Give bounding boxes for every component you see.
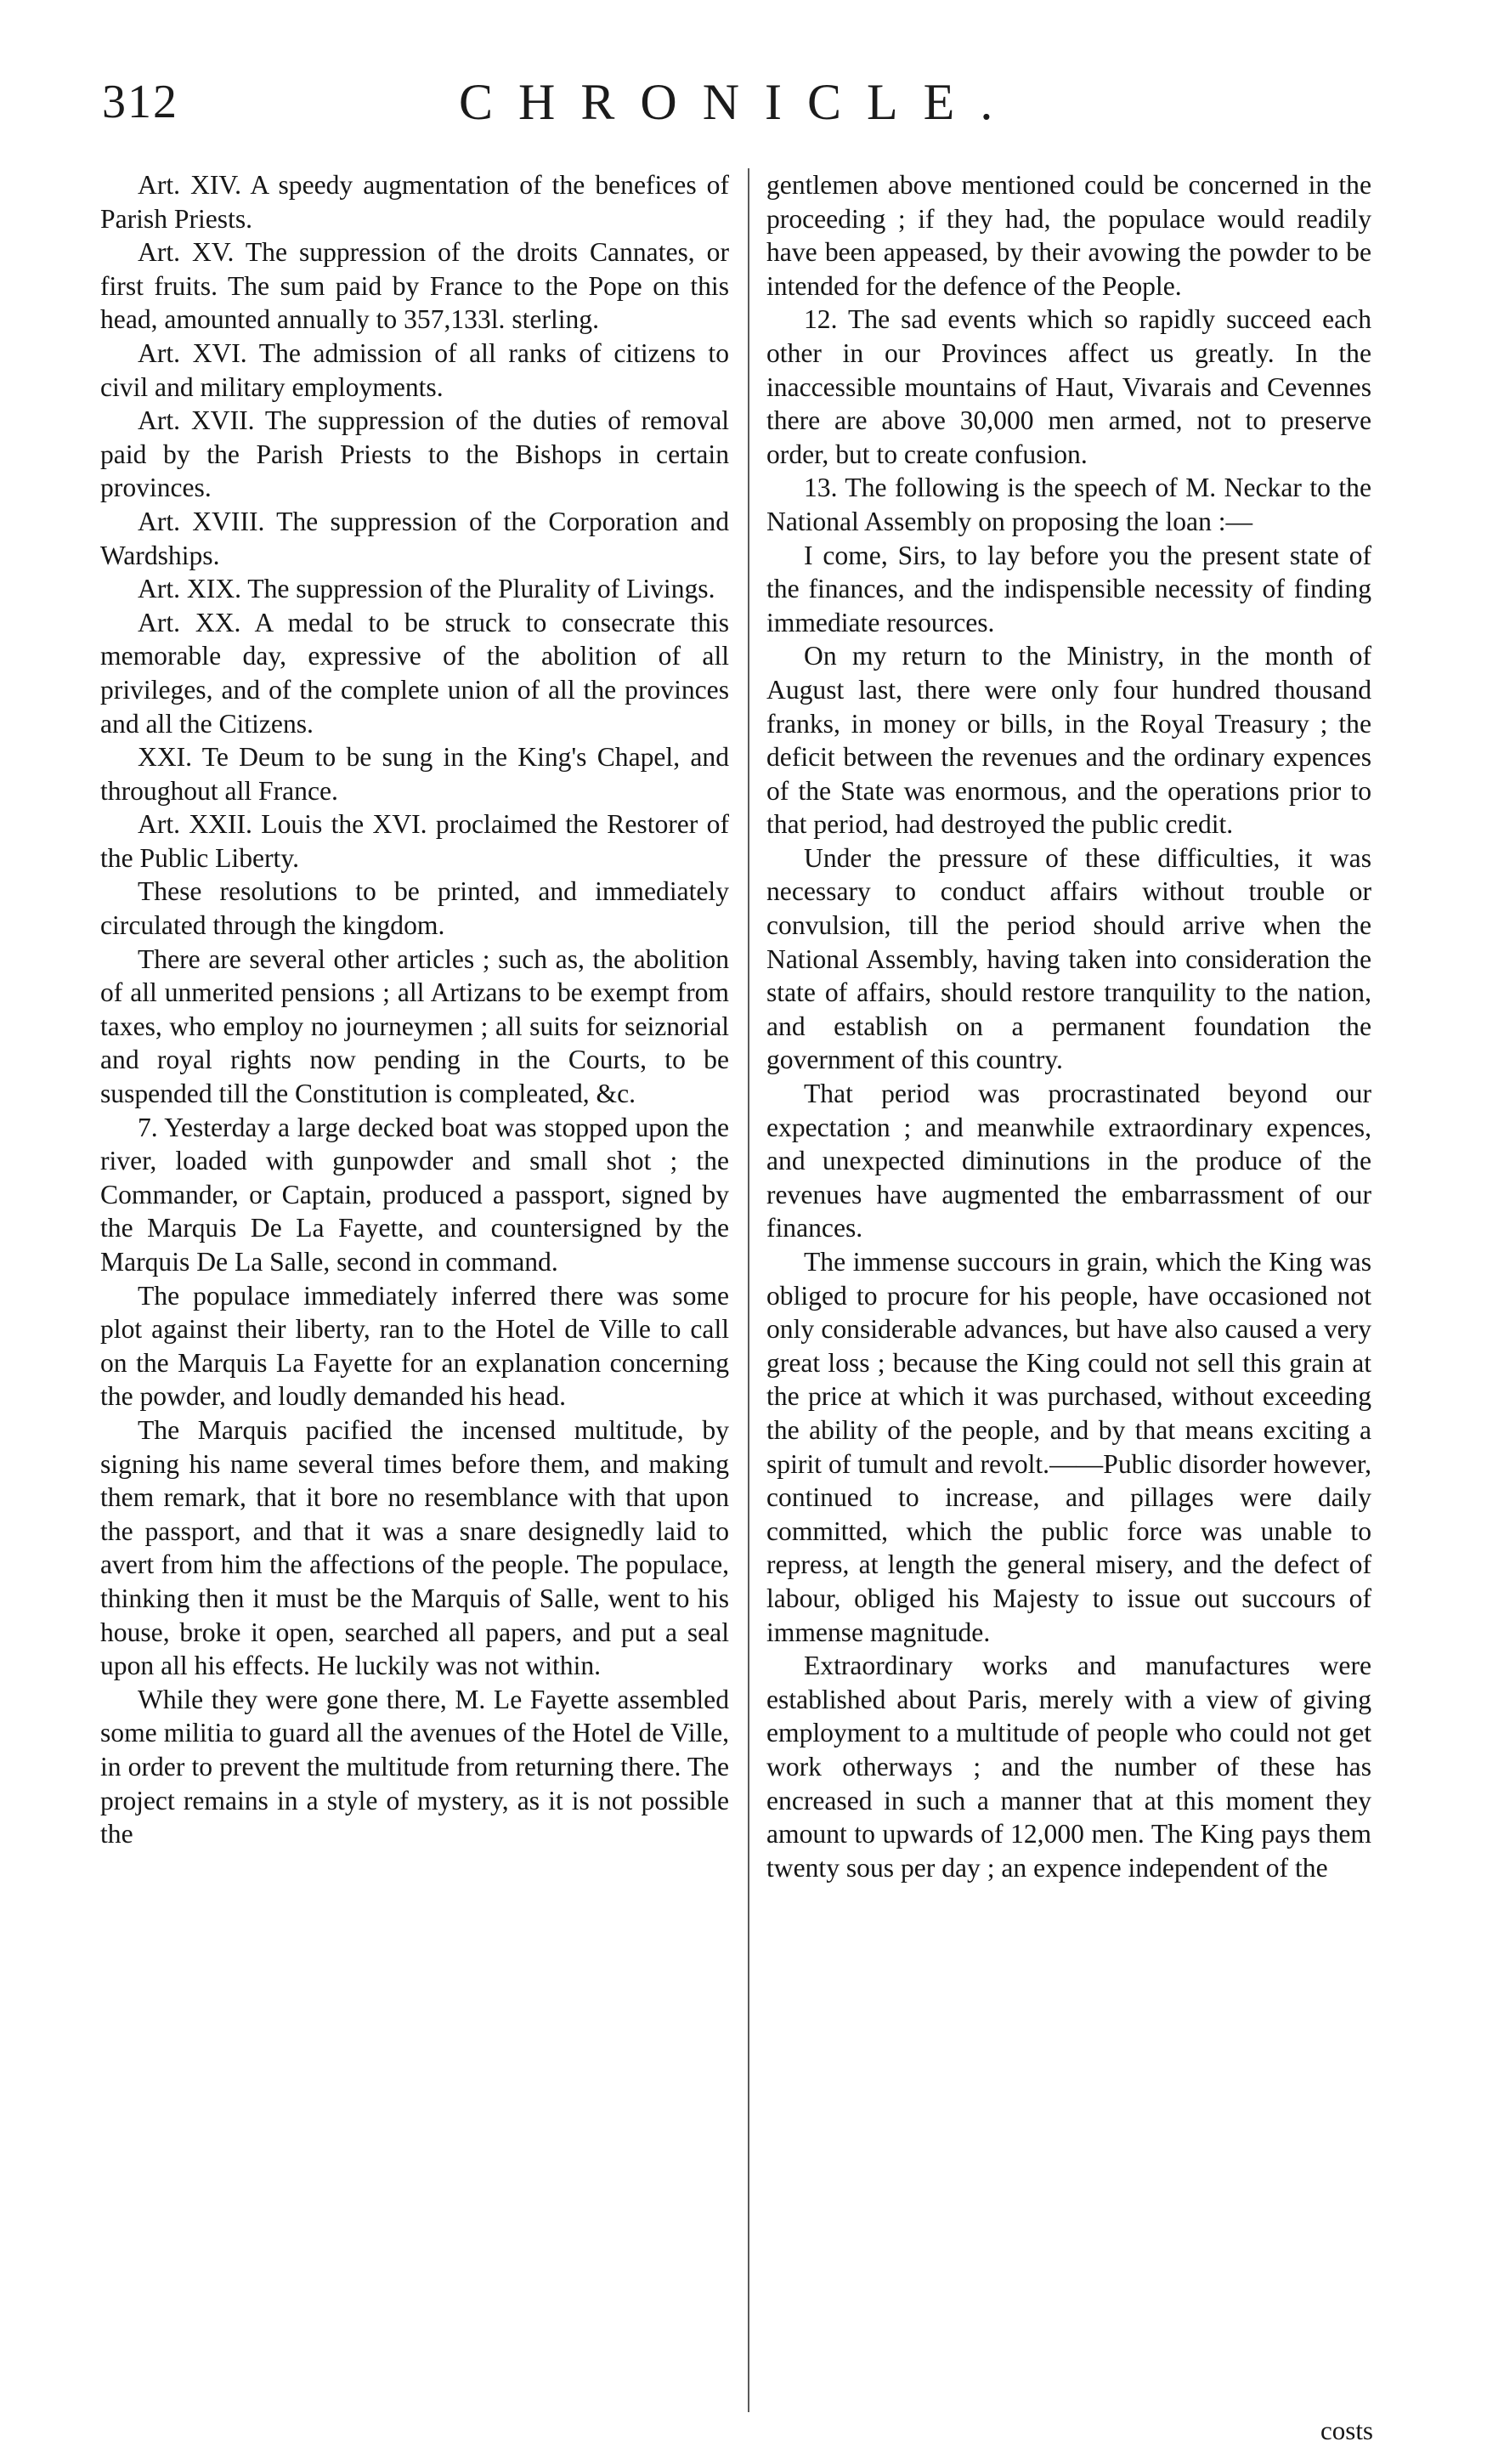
catchword: costs	[1320, 2416, 1373, 2445]
paragraph: Art. XXII. Louis the XVI. proclaimed the Restorer of the Public Liberty.	[100, 809, 729, 873]
paragraph: The immense succours in grain, which the King was obliged to procure for his people, have occasioned not only considerable advances, but have also caused a very great loss ; because the King could not sell this grain at the price at which it was purchased, without exceeding the ability of the people, and by that means exciting a spirit of tumult and revolt.——Public disorder however, continued to increase, and pillages were daily committed, which the public force was unable to repress, at length the general misery, and the defect of labour, obliged his Majesty to issue out succours of immense magnitude.	[766, 1247, 1371, 1647]
paragraph: Art. XV. The suppression of the droits Cannates, or first fruits. The sum paid by France to the Pope on this head, amounted annually to 357,133l. sterling.	[100, 237, 729, 335]
paragraph: On my return to the Ministry, in the month of August last, there were only four hundred thousand franks, in money or bills, in the Royal Treasury ; the deficit between the revenues and the ordinary expences of the State was enormous, and the operations prior to that period, had destroyed the public credit.	[766, 641, 1371, 840]
paragraph: 12. The sad events which so rapidly succeed each other in our Provinces affect us greatly. In the inaccessible mountains of Haut, Vivarais and Cevennes there are above 30,000 men armed, not to preserve order, but to create confusion.	[766, 304, 1371, 469]
left-column	[100, 168, 729, 1851]
paragraph: These resolutions to be printed, and immediately circulated through the kingdom.	[100, 876, 729, 941]
paragraph: There are several other articles ; such as, the abolition of all unmerited pensions ; all Artizans to be exempt from taxes, who employ no journeymen ; all suits for seiznorial and royal rights now pending in the Courts, to be suspended till the Constitution is compleated, &c.	[100, 943, 729, 1109]
paragraph: Art. XIX. The suppression of the Plurality of Livings.	[138, 574, 715, 604]
paragraph: gentlemen above mentioned could be concerned in the proceeding ; if they had, the populace would readily have been appeased, by their avowing the powder to be intended for the defence of the People.	[766, 170, 1371, 301]
paragraph: Under the pressure of these difficulties, it was necessary to conduct affairs without trouble or convulsion, till the period should arrive when the National Assembly, having taken into consideration the state of affairs, should restore tranquility to the nation, and establish on a permanent foundation the government of this country.	[766, 842, 1371, 1075]
paragraph: XXI. Te Deum to be sung in the King's Chapel, and throughout all France.	[100, 742, 729, 806]
paragraph: 13. The following is the speech of M. Neckar to the National Assembly on proposing the loan :—	[766, 473, 1371, 536]
paragraph: Art. XVI. The admission of all ranks of citizens to civil and military employments.	[100, 337, 729, 402]
paragraph: Extraordinary works and manufactures were established about Paris, merely with a view of giving employment to a multitude of people who could not get work otherways ; and the number of these has encreased in such a manner that at this moment they amount to upwards of 12,000 men. The King pays them twenty sous per day ; an expence independent of the	[766, 1651, 1371, 1883]
page-number: 312	[102, 76, 178, 128]
paragraph: The Marquis pacified the incensed multitude, by signing his name several times before them, and making them remark, that it bore no resemblance with that upon the passport, and that it was a snare designedly laid to avert from him the affections of the people. The populace, thinking then it must be the Marquis of Salle, went to his house, broke it open, searched all papers, and put a seal upon all his effects. He luckily was not within.	[100, 1414, 729, 1681]
paragraph: Art. XIV. A speedy augmentation of the benefices of Parish Priests.	[100, 170, 729, 234]
paragraph: While they were gone there, M. Le Fayette assembled some militia to guard all the avenues of the Hotel de Ville, in order to prevent the multitude from returning there. The project remains in a style of mystery, as it is not possible the	[100, 1684, 729, 1849]
paragraph: That period was procrastinated beyond our expectation ; and meanwhile extraordinary expences, and unexpected diminutions in the produce of the revenues have augmented the embarrassment of our finances.	[766, 1079, 1371, 1243]
paragraph: The populace immediately inferred there was some plot against their liberty, ran to the Hotel de Ville to call on the Marquis La Fayette for an explanation concerning the powder, and loudly demanded his head.	[100, 1280, 729, 1412]
paragraph: Art. XX. A medal to be struck to consecrate this memorable day, expressive of the abolition of all privileges, and of the complete union of all the provinces and all the Citizens.	[100, 607, 729, 739]
running-head: CHRONICLE.	[459, 74, 1019, 130]
column-divider	[748, 168, 749, 2412]
paragraph: I come, Sirs, to lay before you the present state of the finances, and the indispensible necessity of finding immediate resources.	[766, 540, 1371, 637]
paragraph: Art. XVII. The suppression of the duties of removal paid by the Parish Priests to the Bishops in certain provinces.	[100, 405, 729, 503]
paragraph: 7. Yesterday a large decked boat was stopped upon the river, loaded with gunpowder and small shot ; the Commander, or Captain, produced a passport, signed by the Marquis De La Fayette, and countersigned by the Marquis De La Salle, second in command.	[100, 1112, 729, 1277]
paragraph: Art. XVIII. The suppression of the Corporation and Wardships.	[100, 506, 729, 570]
right-column	[766, 168, 1371, 1884]
